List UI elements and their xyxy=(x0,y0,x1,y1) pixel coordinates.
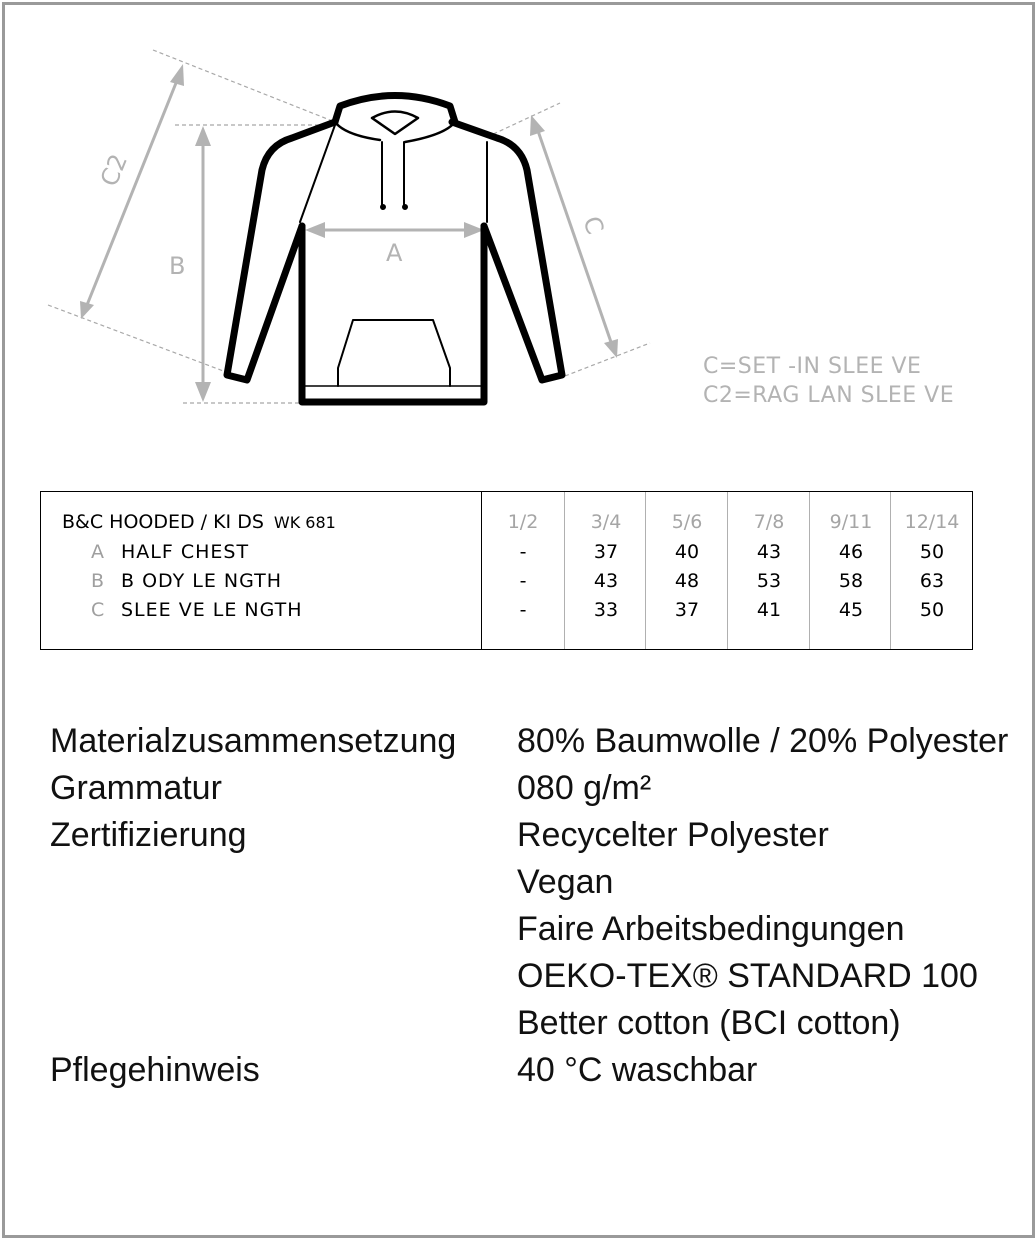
c2-guide-bottom xyxy=(48,305,226,372)
spec-values xyxy=(517,718,1008,765)
product-code: WK 681 xyxy=(273,513,336,532)
table-cell: 43 xyxy=(756,541,782,563)
table-cell: 37 xyxy=(674,599,700,621)
spec-label: Grammatur xyxy=(50,769,222,807)
c-guide-top xyxy=(487,103,560,137)
table-cell: 58 xyxy=(838,570,864,592)
table-cell: 40 xyxy=(674,541,700,563)
size-column xyxy=(890,492,973,649)
table-cell: 33 xyxy=(593,599,619,621)
c2-arrow xyxy=(87,78,178,305)
spec-value: Recycelter Polyester xyxy=(517,816,829,854)
spec-values xyxy=(517,765,651,812)
spec-label: Materialzusammensetzung xyxy=(50,722,457,760)
table-cell: - xyxy=(519,541,527,563)
row-name: SLEE VE LE NGTH xyxy=(121,599,303,621)
spec-value: OEKO-TEX® STANDARD 100 xyxy=(517,957,978,995)
spec-values xyxy=(517,1047,757,1094)
table-cell: 45 xyxy=(838,599,864,621)
size-table xyxy=(40,491,973,650)
size-column xyxy=(645,492,728,649)
table-cell: 48 xyxy=(674,570,700,592)
spec-label: Pflegehinweis xyxy=(50,1051,260,1089)
row-letter: C xyxy=(91,599,106,621)
table-cell: 50 xyxy=(919,599,945,621)
size-column xyxy=(482,492,564,649)
row-letter: B xyxy=(91,570,106,592)
size-table-labels xyxy=(41,492,482,649)
size-header: 12/14 xyxy=(904,511,960,533)
spec-certification xyxy=(50,812,1008,1047)
table-cell: 50 xyxy=(919,541,945,563)
spec-weight xyxy=(50,765,1008,812)
c-label: C xyxy=(577,212,610,238)
row-label-sleeve-length xyxy=(91,599,303,621)
row-letter: A xyxy=(91,541,105,563)
size-header: 7/8 xyxy=(753,511,785,533)
legend-set-in-sleeve: C=SET -IN SLEE VE xyxy=(703,354,922,379)
table-cell: - xyxy=(519,570,527,592)
c-guide-bottom xyxy=(565,343,650,376)
table-cell: 53 xyxy=(756,570,782,592)
spec-value: Better cotton (BCI cotton) xyxy=(517,1004,901,1042)
spec-label: Zertifizierung xyxy=(50,816,247,854)
table-cell: 37 xyxy=(593,541,619,563)
c2-label: C2 xyxy=(95,150,133,191)
spec-value: 40 °C waschbar xyxy=(517,1051,758,1089)
size-column xyxy=(564,492,647,649)
spec-care xyxy=(50,1047,1008,1094)
table-cell: - xyxy=(519,599,527,621)
size-header: 5/6 xyxy=(671,511,703,533)
table-cell: 43 xyxy=(593,570,619,592)
spec-value: Faire Arbeitsbedingungen xyxy=(517,910,905,948)
product-specs xyxy=(50,718,1008,1094)
spec-values xyxy=(517,812,978,1047)
table-cell: 63 xyxy=(919,570,945,592)
legend-raglan-sleeve: C2=RAG LAN SLEE VE xyxy=(703,383,955,408)
size-column xyxy=(809,492,892,649)
row-name: HALF CHEST xyxy=(121,541,250,563)
table-title xyxy=(62,511,336,533)
spec-material xyxy=(50,718,1008,765)
row-name: B ODY LE NGTH xyxy=(121,570,283,592)
size-header: 1/2 xyxy=(507,511,539,533)
c2-guide-top xyxy=(153,50,335,122)
product-name: B&C HOODED / KI DS xyxy=(62,511,264,533)
size-column xyxy=(727,492,810,649)
table-cell: 46 xyxy=(838,541,864,563)
spec-value: 080 g/m² xyxy=(517,769,652,807)
spec-value: Vegan xyxy=(517,863,614,901)
sleeve-legend xyxy=(703,352,954,410)
size-header: 3/4 xyxy=(590,511,622,533)
b-label: B xyxy=(169,252,186,280)
a-label: A xyxy=(386,239,403,267)
row-label-body-length xyxy=(91,570,282,592)
row-label-half-chest xyxy=(91,541,249,563)
spec-value: 80% Baumwolle / 20% Polyester xyxy=(517,722,1009,760)
size-header: 9/11 xyxy=(829,511,873,533)
table-cell: 41 xyxy=(756,599,782,621)
